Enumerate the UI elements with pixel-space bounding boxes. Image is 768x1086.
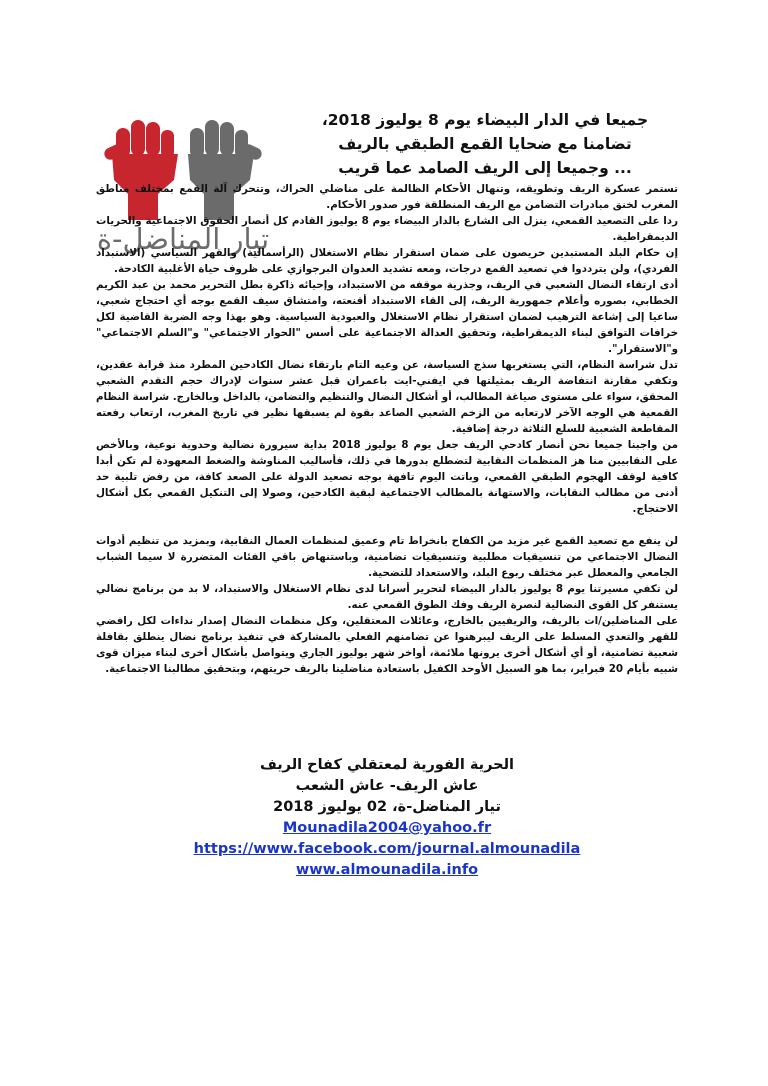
paragraph: على المناضلين/ات بالريف، والريفيين بالخارج، وعائلات المعتقلين، وكل منظمات النضال إصدار نداءات لكل رافضي للقهر والتعدي المسلط على الريف ليبرهنوا عن تضامنهم الفعلي بالمشاركة في تنفيذ برنامج نضال ينطلق بقافلة شعبية تضامنية، أو أي أشكال أخرى يرونها ملائمة، أواخر شهر يوليوز الجاري ويتواصل بأشكال أخرى لبناء ميزان قوى شبيه بأيام 20 فبراير، بما هو السبيل الأوحد الكفيل باستعادة مناضلينا بالريف حريتهم، وبتحقيق مطالبنا الاجتماعية. — [96, 615, 678, 675]
slogan-long-live: عاش الريف- عاش الشعب — [295, 778, 479, 794]
paragraph: تستمر عسكرة الريف وتطويقه، وتنهال الأحكام الظالمة على مناضلي الحراك، وتتحرك آلة القمع بمختلف مناطق المغرب لخنق مبادرات التضامن مع الريف المنطلقة فور صدور الأحكام. — [96, 183, 678, 211]
paragraph: تدل شراسة النظام، التي يستغربها سذج السياسة، عن وعيه التام بارتقاء نضال الكادحين المطرد منذ قرابة عقدين، وتكفي مقارنة انتفاضة الريف بمثيلتها في ايفني-ايت باعمران قبل عشر سنوات لإدراك حجم التقدم الشعبي المحقق، سواء على مستوى صياغة المطالب، أو أشكال النضال والتنظيم والتضامن، بالداخل وبالخارج. شراسة النظام القمعية هي الوجه الآخر لارتعابه من الزخم الشعبي الصاعد بقوة لم يسبقها نظير في تاريخ المغرب، ارتعاب رفعته المقاطعة الشعبية للسلع الثلاثة درجة إضافية. — [96, 359, 678, 435]
paragraph: لن تكفي مسيرتنا يوم 8 يوليوز بالدار البيضاء لتحرير أسرانا لدى نظام الاستغلال والاستبداد، لا بد من برنامج نضالي يستنفر كل القوى النضالية لنصرة الريف وفك الطوق القمعي عنه. — [96, 583, 679, 611]
logo-text: تيار المناضل-ة — [96, 222, 270, 256]
website-link[interactable]: www.almounadila.info — [295, 862, 479, 878]
paragraph: من واجبنا جميعا نحن أنصار كادحي الريف جعل يوم 8 يوليوز 2018 بداية سيرورة نضالية وحدوية نوعية، وبالأخص على النقابيين منا هز المنظمات النقابية لتضطلع بدورها في ذلك، فأساليب المناوشة والضغط المعهودة لم تكن أبدا كافية لوقف الهجوم الطبقي القمعي، وباتت اليوم تافهة بوجه تصعيد الدولة على الصعد كافة، من رفض تلبية حد أدنى من مطالب النقابات، والاستهانة بالمطالب الاجتماعية لبقية الكادحين، وصولا إلى التنكيل القمعي بكل أشكال الاحتجاج. — [96, 439, 678, 515]
headline — [292, 108, 678, 180]
footer — [96, 755, 678, 881]
email-link[interactable]: Mounadila2004@yahoo.fr — [282, 820, 492, 836]
signature-date: تيار المناضل-ة، 02 يوليوز 2018 — [273, 799, 501, 815]
headline-line: ... وجميعا إلى الريف الصامد عما قريب — [338, 159, 632, 177]
paragraph: ردا على التصعيد القمعي، ينزل الى الشارع بالدار البيضاء يوم 8 يوليوز القادم كل أنصار الحقوق الاجتماعية والحريات الديمقراطية. — [96, 215, 678, 243]
article-body — [96, 181, 678, 677]
headline-line: جميعا في الدار البيضاء يوم 8 يوليوز 2018، — [321, 111, 649, 129]
facebook-link[interactable]: https://www.facebook.com/journal.almounadila — [193, 841, 581, 857]
paragraph: إن حكام البلد المستبدين حريصون على ضمان استقرار نظام الاستغلال (الرأسمالية) والقهر السياسي (الاستبداد الفردي)، ولن يترددوا في تصعيد القمع درجات، ومعه تشديد العدوان البرجوازي على ظروف حياة الأغلبية الكادحة. — [96, 247, 678, 275]
headline-line: تضامنا مع ضحايا القمع الطبقي بالريف — [338, 135, 632, 153]
paragraph: لن ينفع مع تصعيد القمع غير مزيد من الكفاح بانخراط تام وعميق لمنظمات العمال النقابية، وبمزيد من تنظيم أدوات النضال الاجتماعي من تنسيقيات مطلبية وتنسيقيات تضامنية، وباستنهاض باقي الفئات المتضررة لا سيما الشباب الجامعي والمعطل عبر مختلف ربوع البلد، والاستعداد للتضحية. — [96, 535, 678, 579]
slogan-freedom: الحرية الفورية لمعتقلي كفاح الريف — [259, 757, 515, 773]
paragraph: أدى ارتقاء النضال الشعبي في الريف، وجذرية موقفه من الاستبداد، وإحيائه ذاكرة بطل التحرير محمد بن عبد الكريم الخطابي، بصوره وأعلام جمهورية الريف، إلى القاء الاستبداد أقنعته، وامتشاق سيف القمع بوجه أي احتجاج شعبي، ساعيا إلى إشاعة الترهيب لضمان استقرار نظام الاستغلال والعبودية السياسية. وهو بهذا وجه الضربة القاضية لكل خرافات التوافق لبناء الديمقراطية، وتحقيق العدالة الاجتماعية على أسس "الحوار الاجتماعي" و"السلم الاجتماعي" و"الاستقرار". — [96, 279, 678, 355]
